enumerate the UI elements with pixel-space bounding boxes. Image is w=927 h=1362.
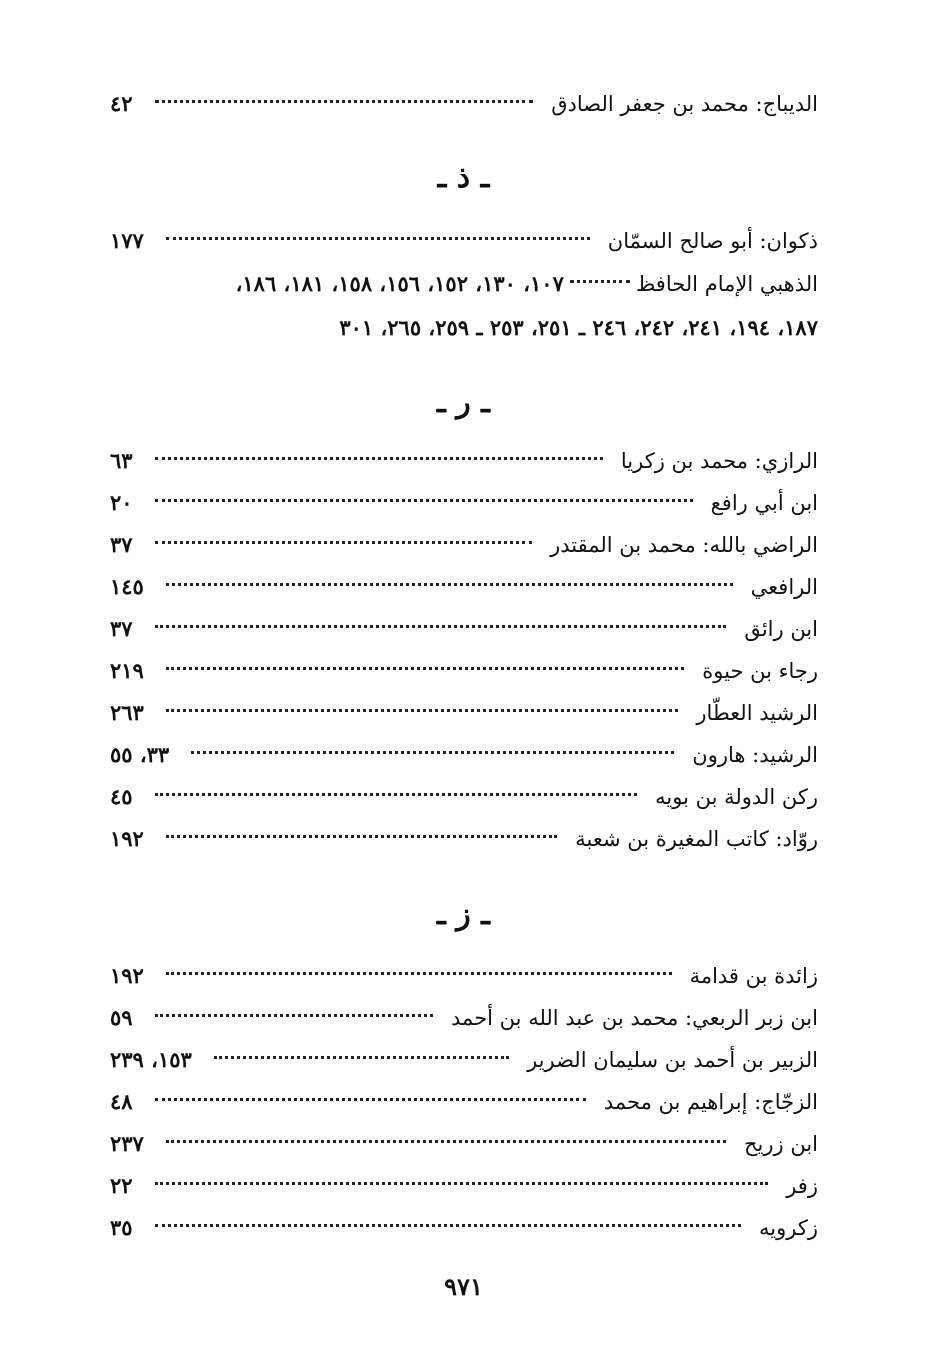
leader-dots xyxy=(155,625,727,628)
index-entry xyxy=(110,220,818,262)
entry-pages-line2: ١٨٧، ١٩٤، ٢٤١، ٢٤٢، ٢٤٦ ـ ٢٥١، ٢٥٣ ـ ٢٥٩، ٢٦٥، ٣٠١ xyxy=(339,315,818,340)
entry-name: ابن أبي رافع xyxy=(710,491,818,515)
leader-dots xyxy=(155,457,603,460)
entry-pages: ١٩٢ xyxy=(110,826,144,851)
leader-dots xyxy=(166,709,679,712)
entry-name: الرشيد: هارون xyxy=(692,743,818,767)
index-entry xyxy=(110,734,818,776)
entry-name: الرشيد العطّار xyxy=(696,701,818,725)
section-zay-entries xyxy=(110,955,818,1249)
leader-dots xyxy=(155,499,693,502)
index-entry xyxy=(110,1165,818,1207)
index-entry xyxy=(110,566,818,608)
entry-pages: ٤٨ xyxy=(110,1089,133,1114)
leader-dots xyxy=(166,972,672,975)
entry-pages: ٦٣ xyxy=(110,448,133,473)
section-header-dhal: ـ ذ ـ xyxy=(437,160,490,195)
entry-name: الزبير بن أحمد بن سليمان الضرير xyxy=(527,1048,818,1072)
index-entry xyxy=(110,818,818,860)
section-header-zay: ـ ز ـ xyxy=(437,897,490,932)
entry-pages: ٣٥ xyxy=(110,1215,133,1240)
page-number: ٩٧١ xyxy=(444,1272,483,1301)
leader-dots xyxy=(155,541,533,544)
leader-dots xyxy=(166,237,590,240)
entry-name: زكرويه xyxy=(759,1216,818,1240)
index-entry xyxy=(110,1123,818,1165)
index-entry-multiline xyxy=(110,262,818,350)
entry-pages: ١٧٧ xyxy=(110,228,144,253)
entry-pages: ٤٥ xyxy=(110,784,133,809)
entry-name: الزجّاج: إبراهيم بن محمد xyxy=(603,1090,818,1114)
index-entry xyxy=(110,955,818,997)
index-entry xyxy=(110,482,818,524)
index-entry xyxy=(110,776,818,818)
entry-name: الرافعي xyxy=(750,575,818,599)
entry-name: الراضي بالله: محمد بن المقتدر xyxy=(550,533,818,557)
entry-pages: ٢٣٧ xyxy=(110,1131,144,1156)
entry-pages: ١٤٥ xyxy=(110,574,144,599)
leader-dots xyxy=(570,280,630,283)
entry-name: الديباج: محمد بن جعفر الصادق xyxy=(551,92,818,116)
entry-name: ركن الدولة بن بويه xyxy=(655,785,818,809)
leader-dots xyxy=(166,667,684,670)
leader-dots xyxy=(155,1224,741,1227)
index-entry xyxy=(110,692,818,734)
entry-pages: ٣٧ xyxy=(110,532,133,557)
entry-pages: ٢١٩ xyxy=(110,658,144,683)
entry-name: الذهبي الإمام الحافظ xyxy=(635,272,818,296)
entry-pages: ٢٠ xyxy=(110,490,133,515)
top-entry-block xyxy=(110,83,818,125)
leader-dots xyxy=(166,1140,726,1143)
index-entry xyxy=(110,1081,818,1123)
leader-dots xyxy=(155,793,638,796)
leader-dots xyxy=(191,751,674,754)
section-ra-entries xyxy=(110,440,818,860)
entry-pages-line1: ١٠٧، ١٣٠، ١٥٢، ١٥٦، ١٥٨، ١٨١، ١٨٦، xyxy=(235,271,564,296)
entry-name: ذكوان: أبو صالح السمّان xyxy=(607,229,818,253)
index-entry xyxy=(110,524,818,566)
leader-dots xyxy=(166,583,733,586)
leader-dots xyxy=(155,100,534,103)
section-dhal-entries xyxy=(110,220,818,350)
entry-pages: ٣٣، ٥٥ xyxy=(110,742,170,767)
leader-dots xyxy=(166,835,557,838)
section-header-ra: ـ ر ـ xyxy=(437,385,490,420)
entry-name: ابن زبر الربعي: محمد بن عبد الله بن أحمد xyxy=(451,1006,818,1030)
entry-pages: ٥٩ xyxy=(110,1005,133,1030)
index-entry xyxy=(110,650,818,692)
entry-pages: ٢٦٣ xyxy=(110,700,144,725)
entry-pages: ١٩٢ xyxy=(110,963,144,988)
leader-dots xyxy=(155,1098,586,1101)
entry-name: الرازي: محمد بن زكريا xyxy=(620,449,818,473)
entry-pages: ٣٧ xyxy=(110,616,133,641)
index-entry xyxy=(110,440,818,482)
entry-name: ابن زريح xyxy=(743,1132,818,1156)
entry-pages: ١٥٣، ٢٣٩ xyxy=(110,1047,192,1072)
leader-dots xyxy=(214,1056,509,1059)
entry-pages: ٤٢ xyxy=(110,91,133,116)
leader-dots xyxy=(155,1182,769,1185)
index-entry xyxy=(110,1207,818,1249)
index-entry xyxy=(110,997,818,1039)
entry-name: رجاء بن حيوة xyxy=(702,659,818,683)
entry-name: زائدة بن قدامة xyxy=(689,964,818,988)
index-entry xyxy=(110,608,818,650)
entry-pages: ٢٢ xyxy=(110,1173,133,1198)
leader-dots xyxy=(155,1014,433,1017)
entry-name: روّاد: كاتب المغيرة بن شعبة xyxy=(575,827,818,851)
index-entry xyxy=(110,83,818,125)
entry-name: ابن رائق xyxy=(744,617,818,641)
entry-name: زفر xyxy=(786,1174,818,1198)
index-entry xyxy=(110,1039,818,1081)
